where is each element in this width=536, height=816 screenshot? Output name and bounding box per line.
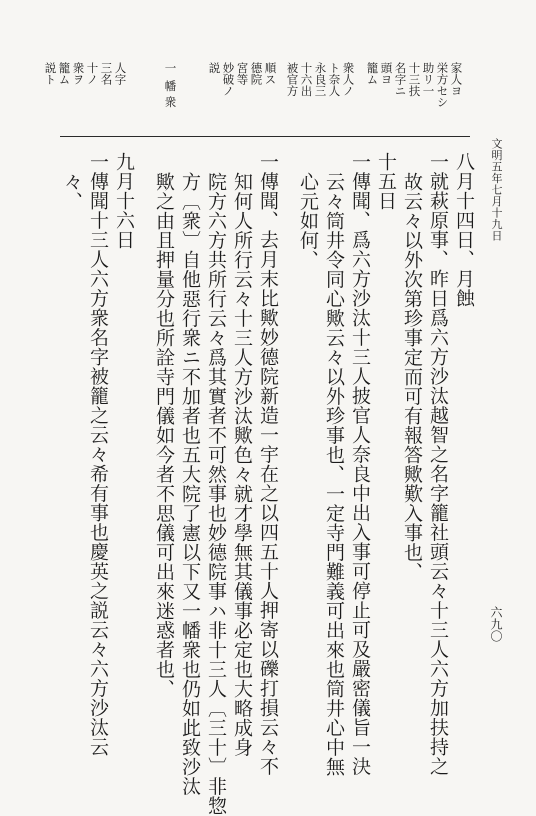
text-column: 々、 [61, 172, 83, 211]
top-note: 被官方 [285, 62, 300, 97]
top-note: 説 [207, 62, 222, 74]
top-note: 説ト [43, 62, 58, 85]
text-column: 八月十四日、月蝕 [453, 152, 475, 308]
text-column: 歟之由且押量分也所詮寺門儀如今者不思儀可出來迷惑者也、 [153, 172, 175, 699]
top-note: 名字ニ [393, 62, 408, 97]
top-note: 家人ヨ [449, 62, 464, 97]
text-column: 一傳聞、去月末比歟妙德院新造一宇在之以四五十人押寄以礫打損云々不 [257, 152, 279, 776]
text-column: 方〔衆〕自他惡行衆ニ不加者也五大院了憲以下又一幡衆也仍如此致沙汰 [179, 172, 201, 796]
top-note: 衆 [163, 96, 178, 108]
text-column: 九月十六日 [113, 152, 135, 250]
text-column: 故云々以外次第珍事定而可有報答歟歎入事也、 [401, 172, 423, 582]
top-note: 十ノ [85, 62, 100, 85]
text-column: 院方六方共所行云々爲其實者不可然事也妙德院事ハ非十三人〔三十〕非惣 [205, 172, 227, 816]
top-note: ト奈人 [327, 62, 342, 97]
top-note: 衆ヲ [71, 62, 86, 85]
top-note: 幡 [163, 80, 178, 92]
top-note: 十六出 [299, 62, 314, 97]
top-note: 籠ム [365, 62, 380, 85]
text-column: 十五日 [375, 152, 397, 211]
top-note: 宮等 [235, 62, 250, 85]
text-column: 一就萩原事、昨日爲六方沙汰越智之名字籠社頭云々十三人六方加扶持之 [427, 152, 449, 776]
text-column: 一傳聞、爲六方沙汰十三人披官人奈良中出入事可停止可及嚴密儀旨一決 [349, 152, 371, 776]
top-note: 三名 [99, 62, 114, 85]
header-rule [60, 136, 470, 137]
text-column: 一傳聞十三人六方衆名字被籠之云々希有事也慶英之説云々六方沙汰云 [87, 152, 109, 757]
top-note: 籠ム [57, 62, 72, 85]
top-note: 頭ヨ [379, 62, 394, 85]
text-column: 心元如何、 [297, 172, 319, 270]
page-number: 六九〇 [489, 606, 503, 642]
top-note: 助リ一 [421, 62, 436, 97]
top-note: 德院 [249, 62, 264, 85]
top-note: 衆人ノ [341, 62, 356, 97]
top-note: 妙破ノ [221, 62, 236, 97]
top-note: 永良三 [313, 62, 328, 97]
top-note: 栄方セシ [435, 62, 450, 108]
top-note: 十三扶 [407, 62, 422, 97]
top-note: 人字 [113, 62, 128, 85]
top-note: 一 [163, 62, 178, 74]
text-column: 知何人所行云々十三人方沙汰歟色々就才學無其儀事必定也大略成身 [231, 172, 253, 757]
running-header-date: 文明五年七月十九日 [490, 138, 503, 242]
top-note: 順ス [263, 62, 278, 85]
text-column: 云々筒井令同心歟云々以外珍事也、一定寺門難義可出來也筒井心中無 [323, 172, 345, 777]
